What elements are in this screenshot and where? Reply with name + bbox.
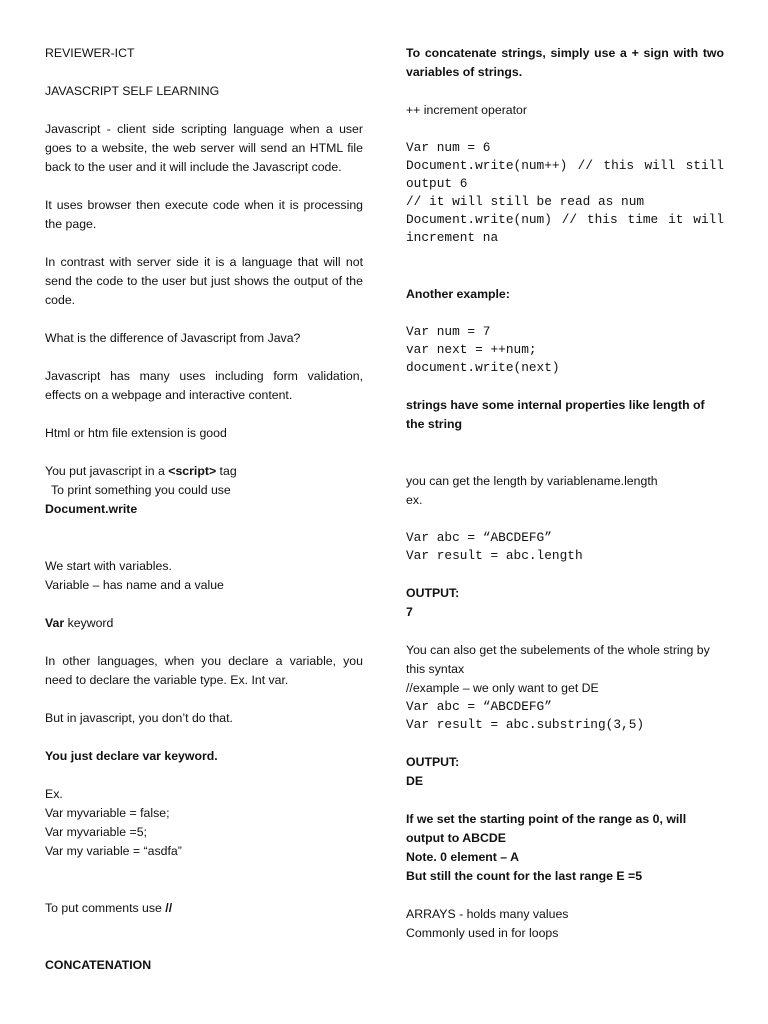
print-line: To print something you could use xyxy=(51,483,231,497)
code-line: var next = ++num; xyxy=(406,342,537,357)
increment-heading: ++ increment operator xyxy=(406,103,527,117)
code-line: Var result = abc.substring(3,5) xyxy=(406,717,645,732)
count-line: But still the count for the last range E =5 xyxy=(406,869,643,883)
paragraph-subelements: You can also get the subelements of the whole string by this syntax xyxy=(406,643,710,676)
document-subtitle: JAVASCRIPT SELF LEARNING xyxy=(45,84,220,98)
right-column xyxy=(406,44,724,943)
code-line: Var result = abc.length xyxy=(406,548,583,563)
arrays-line: ARRAYS - holds many values xyxy=(406,907,569,921)
comments-bold: // xyxy=(165,901,173,915)
output-value: 7 xyxy=(406,605,413,619)
example-line-2: Var myvariable =5; xyxy=(45,825,147,839)
paragraph-server-side: In contrast with server side it is a language that will not send the code to the user but just shows the output of the code. xyxy=(45,255,363,307)
paragraph-starting-point: If we set the starting point of the range as 0, will output to ABCDE xyxy=(406,812,687,845)
variables-start: We start with variables. xyxy=(45,559,172,573)
variable-definition: Variable – has name and a value xyxy=(45,578,224,592)
note-line: Note. 0 element – A xyxy=(406,850,519,864)
paragraph-client-side: Javascript - client side scripting language when a user goes to a website, the web server will send an HTML file back to the user and it will include the Javascript code. xyxy=(45,122,363,174)
paragraph-in-js: But in javascript, you don’t do that. xyxy=(45,711,233,725)
code-line: Var num = 6 xyxy=(406,140,491,155)
example-label: ex. xyxy=(406,493,423,507)
arrays-used-line: Commonly used in for loops xyxy=(406,926,559,940)
comment-example-de: //example – we only want to get DE xyxy=(406,681,599,695)
code-line: // it will still be read as num xyxy=(406,194,645,209)
paragraph-script-tag xyxy=(45,462,363,481)
code-block-substring xyxy=(406,698,724,734)
var-keyword-rest: keyword xyxy=(64,616,114,630)
code-line: Var abc = “ABCDEFG” xyxy=(406,530,552,545)
paragraph-extension: Html or htm file extension is good xyxy=(45,426,227,440)
var-keyword-line xyxy=(45,614,363,633)
paragraph-other-languages: In other languages, when you declare a variable, you need to declare the variable type. Ex. Int var. xyxy=(45,654,363,687)
example-label: Ex. xyxy=(45,787,63,801)
script-tag-bold: <script> xyxy=(168,464,217,478)
comments-line xyxy=(45,899,363,918)
example-line-3: Var my variable = “asdfa” xyxy=(45,844,182,858)
var-keyword-bold: Var xyxy=(45,616,65,630)
code-block-preincrement xyxy=(406,323,724,377)
output-label: OUTPUT: xyxy=(406,755,460,769)
another-example: Another example: xyxy=(406,287,510,301)
left-column xyxy=(45,44,363,975)
paragraph-string-properties: strings have some internal properties like length of the string xyxy=(406,398,705,431)
document-title: REVIEWER-ICT xyxy=(45,46,135,60)
code-line: Var abc = “ABCDEFG” xyxy=(406,699,552,714)
script-tag-pre: You put javascript in a xyxy=(45,464,169,478)
concatenation-heading: CONCATENATION xyxy=(45,958,152,972)
code-block-length xyxy=(406,529,724,565)
example-line-1: Var myvariable = false; xyxy=(45,806,170,820)
code-line: document.write(next) xyxy=(406,360,560,375)
paragraph-browser: It uses browser then execute code when it is processing the page. xyxy=(45,198,363,231)
code-block-increment xyxy=(406,139,724,247)
paragraph-declare-var: You just declare var keyword. xyxy=(45,749,218,763)
document-write-term: Document.write xyxy=(45,502,138,516)
paragraph-concat: To concatenate strings, simply use a + sign with two variables of strings. xyxy=(406,46,724,79)
paragraph-difference: What is the difference of Javascript from Java? xyxy=(45,331,301,345)
paragraph-length: you can get the length by variablename.length xyxy=(406,474,658,488)
comments-pre: To put comments use xyxy=(45,901,166,915)
output-label: OUTPUT: xyxy=(406,586,460,600)
script-tag-post: tag xyxy=(216,464,237,478)
paragraph-uses: Javascript has many uses including form validation, effects on a webpage and interactive content. xyxy=(45,369,363,402)
code-line: Document.write(num) // this time it will increment na xyxy=(406,212,724,245)
code-line: Var num = 7 xyxy=(406,324,491,339)
output-value: DE xyxy=(406,774,424,788)
code-line: Document.write(num++) // this will still output 6 xyxy=(406,158,724,191)
